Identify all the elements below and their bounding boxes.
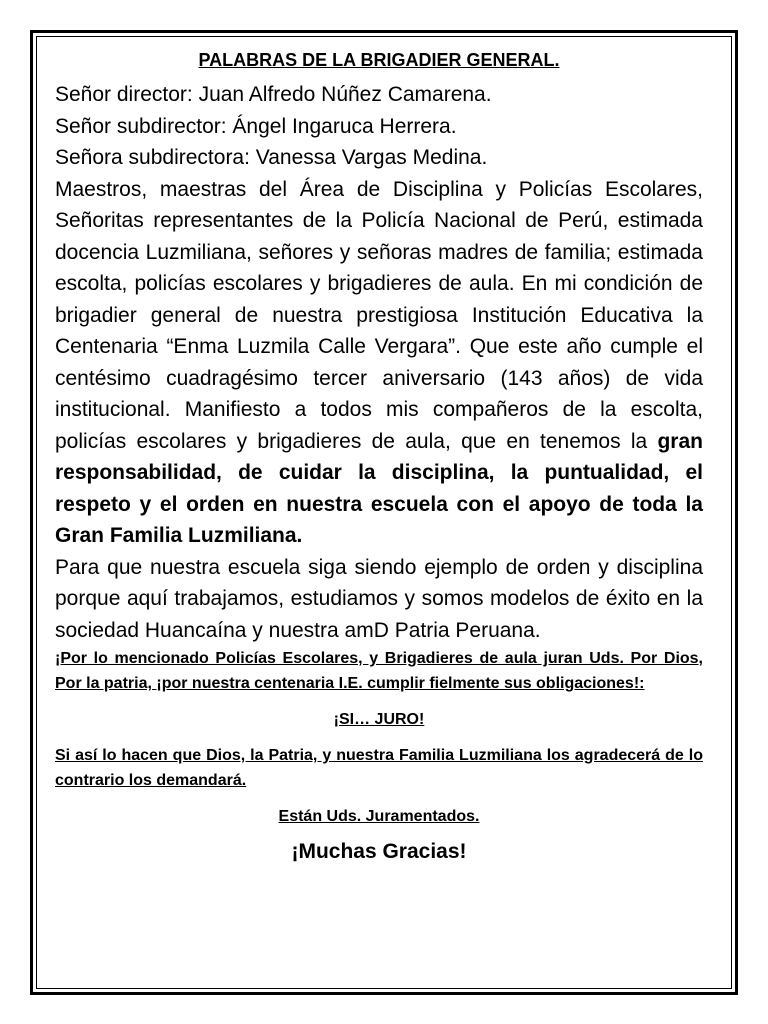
speech-document	[55, 45, 703, 869]
paragraph-1-text: Maestros, maestras del Área de Disciplina y Policías Escolares, Señoritas representantes de la Policía Nacional de Perú, estimada docencia Luzmiliana, señores y señoras madres de familia; estimada escolta, policías escolares y brigadieres de aula. En mi condición de brigadier general de nuestra prestigiosa Institución Educativa la Centenaria “Enma Luzmila Calle Vergara”. Que este año cumple el centésimo cuadragésimo tercer aniversario (143 años) de vida institucional. Manifiesto a todos mis compañeros de la escolta, policías escolares y brigadieres de aula, que en tenemos la	[55, 177, 703, 453]
closing-thanks: ¡Muchas Gracias!	[291, 840, 467, 863]
oath-question: ¡Por lo mencionado Policías Escolares, y Brigadieres de aula juran Uds. Por Dios, Por la patria, ¡por nuestra centenaria I.E. cumplir fielmente sus obligaciones!:	[55, 650, 703, 692]
paragraph-1-comma: ,	[216, 461, 239, 484]
sworn-statement: Están Uds. Juramentados.	[278, 808, 480, 825]
greeting-subdirectora: Señora subdirectora: Vanessa Vargas Medina.	[55, 146, 488, 169]
paragraph-1-bold-responsibility: gran responsabilidad	[55, 429, 703, 484]
oath-consequence: Si así lo hacen que Dios, la Patria, y nuestra Familia Luzmiliana los agradecerá de lo contrario los demandará.	[55, 747, 703, 789]
oath-answer: ¡SI… JURO!	[333, 711, 425, 728]
greeting-subdirector: Señor subdirector: Ángel Ingaruca Herrera.	[55, 114, 457, 138]
greeting-director: Señor director: Juan Alfredo Núñez Camarena.	[55, 83, 492, 106]
speech-paragraph-1	[55, 174, 703, 552]
paragraph-1-bold-discipline: de cuidar la disciplina, la puntualidad, el respeto y el orden en nuestra escuela con el apoyo de toda la Gran Familia Luzmiliana.	[55, 461, 704, 547]
document-title: PALABRAS DE LA BRIGADIER GENERAL.	[198, 50, 560, 70]
speech-paragraph-2: Para que nuestra escuela siga siendo ejemplo de orden y disciplina porque aquí trabajamos, estudiamos y somos modelos de éxito en la sociedad Huancaína y nuestra amD Patria Peruana.	[55, 555, 703, 642]
